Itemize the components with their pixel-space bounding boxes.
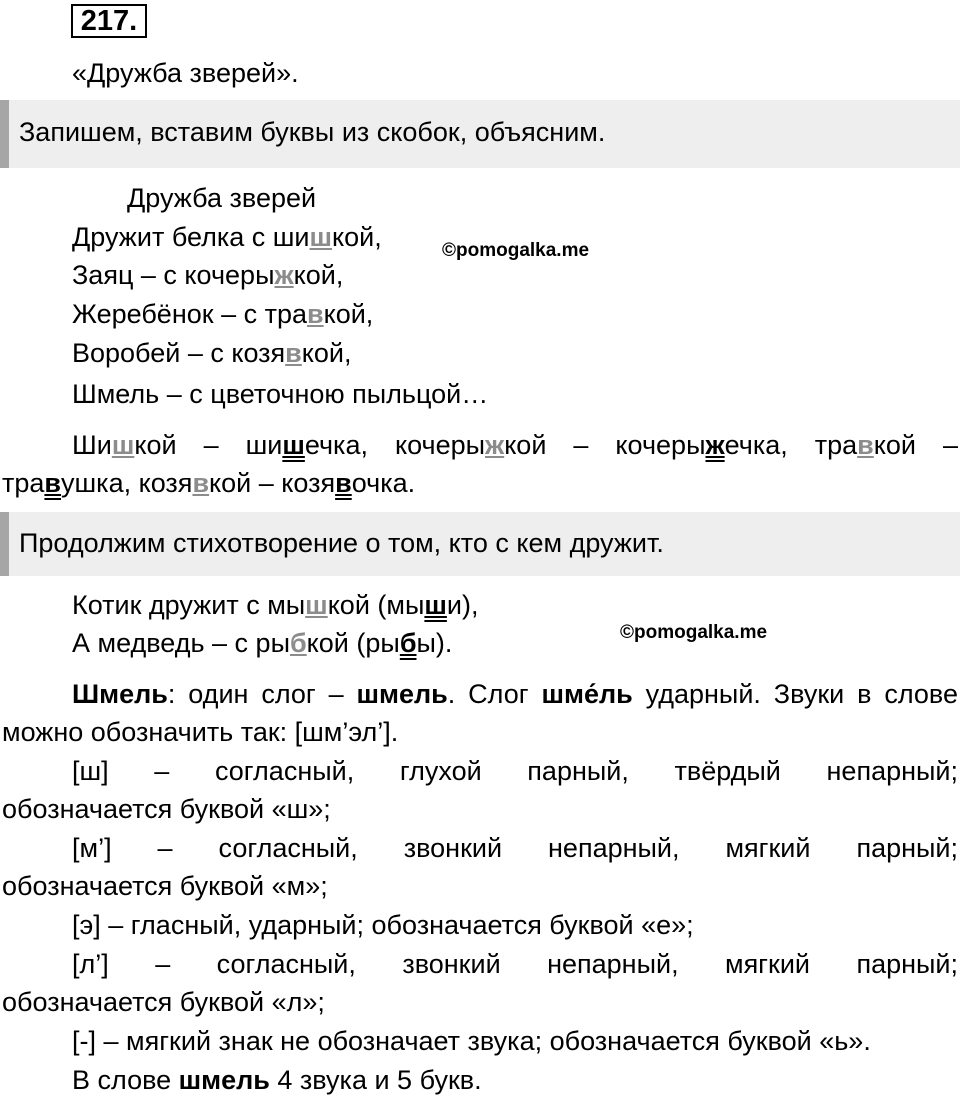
poem-line-5: Шмель – с цветочною пыльцой… [72, 379, 489, 409]
task-band-1 [0, 100, 960, 168]
sound-l-line-2: обозначается буквой «л»; [2, 987, 325, 1017]
task-text-2: Продолжим стихотворение о том, кто с кем дружит. [19, 528, 664, 558]
analysis-line-1: Шмель: один слог – шмель. Слог шме́ль ударный. Звуки в слове [72, 679, 958, 709]
sound-m-line-1: [м’] – согласный, звонкий непарный, мягкий парный; [72, 833, 958, 863]
poem2-line-2: А медведь – с рыбкой (рыбы). [72, 628, 453, 658]
watermark-2: ©pomogalka.me [620, 622, 768, 643]
watermark: ©pomogalka.me [442, 240, 590, 261]
poem-line-4: Воробей – с козявкой, [72, 338, 352, 368]
poem-title: Дружба зверей [127, 183, 317, 213]
poem2-line-1: Котик дружит с мышкой (мыши), [72, 590, 479, 620]
poem-line-3: Жеребёнок – с травкой, [72, 299, 374, 329]
exercise-number: 217. [71, 4, 147, 38]
summary-line: В слове шмель 4 звука и 5 букв. [72, 1065, 482, 1095]
soft-sign-line: [-] – мягкий знак не обозначает звука; обозначается буквой «ь». [72, 1026, 871, 1056]
poem-line-1: Дружит белка с шишкой, [72, 222, 382, 252]
sound-m-line-2: обозначается буквой «м»; [2, 871, 328, 901]
analysis-line-2: можно обозначить так: [шм’эл’]. [2, 717, 399, 747]
exercise-title: «Дружба зверей». [72, 58, 299, 88]
check-line-1: Шишкой – шишечка, кочерыжкой – кочерыжечка, травкой – [72, 430, 959, 460]
poem-line-2: Заяц – с кочерыжкой, [72, 260, 344, 290]
sound-l-line-1: [л’] – согласный, звонкий непарный, мягкий парный; [72, 949, 958, 979]
sound-sh-line-2: обозначается буквой «ш»; [2, 794, 331, 824]
sound-e-line: [э] – гласный, ударный; обозначается буквой «е»; [72, 910, 694, 940]
sound-sh-line-1: [ш] – согласный, глухой парный, твёрдый непарный; [72, 756, 958, 786]
task-band-2 [0, 512, 960, 576]
task-text-1: Запишем, вставим буквы из скобок, объясним. [19, 117, 606, 147]
check-line-2: травушка, козявкой – козявочка. [2, 468, 416, 498]
